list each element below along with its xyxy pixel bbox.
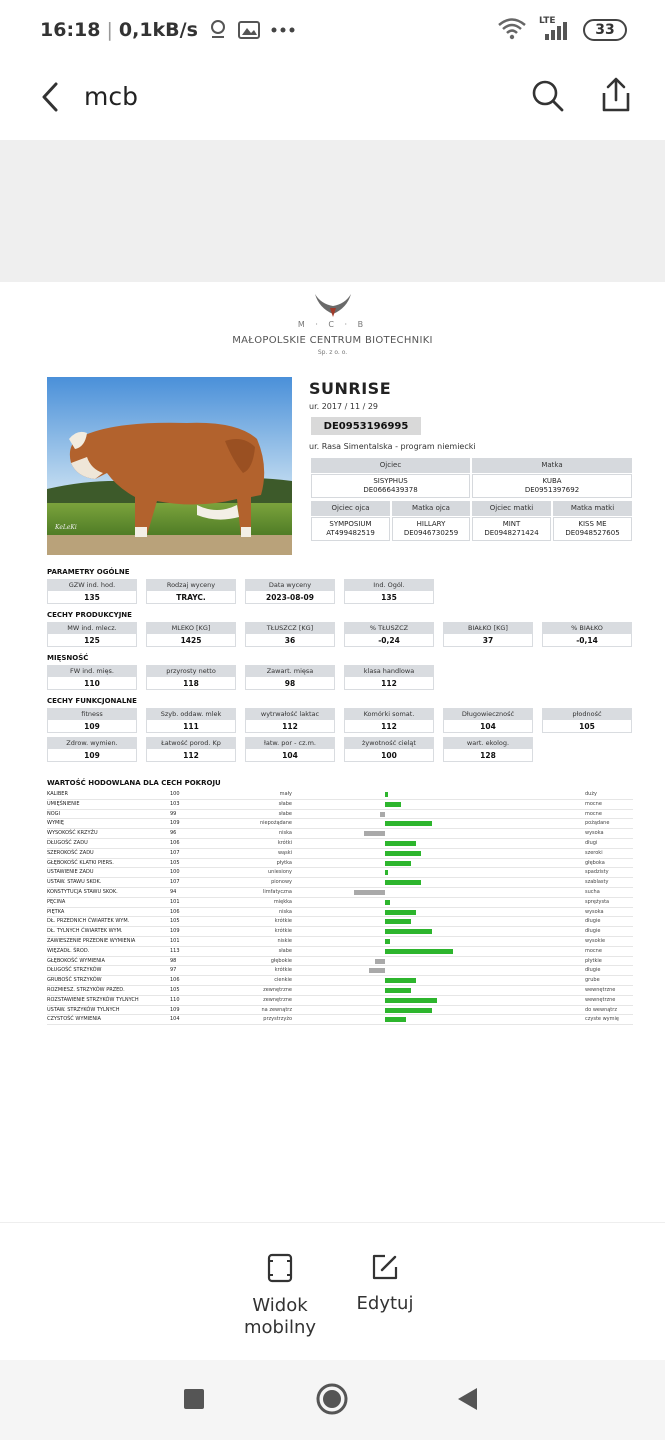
trait-low-label: przystrzyżo (263, 1016, 292, 1023)
stat-label: MLEKO [KG] (146, 622, 236, 634)
trait-value: 96 (170, 830, 177, 837)
mobile-view-label (230, 1295, 330, 1339)
trait-high-label: sucha (585, 888, 600, 895)
stat-value: 1425 (146, 634, 236, 647)
trait-name: USTAW. STAWU SKOK. (47, 879, 102, 886)
trait-high-label: wewnętrzne (585, 996, 616, 1003)
trait-high-label: wysoka (585, 908, 604, 915)
nav-back-button[interactable] (456, 1387, 478, 1415)
trait-bar (385, 841, 416, 846)
trait-name: PĘCINA (47, 898, 66, 905)
trait-value: 113 (170, 947, 180, 954)
trait-bar (385, 821, 432, 826)
trait-name: KALIBER (47, 791, 68, 797)
trait-high-label: sprężysta (585, 898, 610, 905)
trait-bar (385, 919, 411, 924)
trait-low-label: krótkie (274, 918, 292, 925)
share-button[interactable] (598, 76, 634, 114)
pedigree-dd-id: DE0948527605 (565, 529, 620, 537)
status-left (40, 19, 296, 41)
stat-label: Data wyceny (245, 579, 335, 591)
stat-meat-2 (146, 665, 236, 690)
square-icon (183, 1388, 205, 1410)
section-production-title: CECHY PRODUKCYJNE (47, 611, 132, 619)
pedigree-sd-name: HILLARY (416, 520, 446, 528)
company-name: MAŁOPOLSKIE CENTRUM BIOTECHNIKI (232, 335, 433, 346)
trait-bar (364, 831, 385, 836)
stat-meat-1 (47, 665, 137, 690)
stat-production-4 (344, 622, 434, 647)
search-icon (530, 78, 566, 114)
trait-high-label: czyste wymię (585, 1016, 619, 1023)
linear-trait-row (47, 819, 633, 829)
pedigree-dd (553, 517, 632, 541)
stat-meat-3 (245, 665, 335, 690)
document-page[interactable] (0, 282, 665, 1222)
trait-value: 99 (170, 810, 177, 817)
system-nav-bar (0, 1360, 665, 1440)
stat-functional-3 (245, 708, 335, 733)
trait-name: KONSTYTUCJA STAWU SKOK. (47, 888, 118, 895)
trait-name: USTAWIENIE ZADU (47, 869, 94, 876)
stat-label: Długowieczność (443, 708, 533, 720)
signal-icon (537, 18, 573, 42)
linear-trait-row (47, 859, 633, 869)
linear-trait-row (47, 996, 633, 1006)
trait-low-label: głębokie (270, 957, 292, 964)
linear-trait-row (47, 810, 633, 820)
trait-low-label: na zewnątrz (261, 1006, 292, 1013)
stat-label: FW ind. mięs. (47, 665, 137, 677)
trait-high-label: długie (585, 967, 601, 974)
gallery-icon (238, 20, 260, 40)
stat-value: 109 (47, 749, 137, 762)
trait-low-label: krótkie (274, 967, 292, 974)
trait-name: SZEROKOŚĆ ZADU (47, 849, 94, 856)
stat-value: 104 (245, 749, 335, 762)
trait-bar (354, 890, 385, 895)
pedigree-ss-id: AT499482519 (326, 529, 375, 537)
trait-low-label: słabe (278, 810, 292, 817)
trait-value: 97 (170, 967, 177, 974)
linear-trait-row (47, 1006, 633, 1016)
back-arrow-icon (36, 80, 66, 114)
stat-value: 112 (344, 720, 434, 733)
trait-value: 109 (170, 820, 180, 827)
stat-value: 112 (146, 749, 236, 762)
stat-value: 111 (146, 720, 236, 733)
trait-value: 98 (170, 957, 177, 964)
horns-logo-icon (313, 292, 353, 318)
trait-value: 106 (170, 977, 180, 984)
stat-label: TŁUSZCZ [KG] (245, 622, 335, 634)
trait-value: 100 (170, 869, 180, 876)
share-icon (598, 76, 634, 114)
linear-trait-row (47, 888, 633, 898)
stat-label: wytrwałość laktac (245, 708, 335, 720)
trait-high-label: pożądane (585, 820, 610, 827)
stat-general-2 (146, 579, 236, 604)
stat-functional-5 (443, 708, 533, 733)
trait-name: USTAW. STRZYKÓW TYLNYCH (47, 1006, 120, 1013)
trait-bar (385, 988, 411, 993)
linear-trait-row (47, 1015, 633, 1025)
stat-functional-2 (146, 708, 236, 733)
trait-high-label: wysoka (585, 830, 604, 837)
trait-name: GŁĘBOKOŚĆ WYMIENIA (47, 957, 105, 964)
trait-low-label: uniesiony (268, 869, 292, 876)
trait-low-label: niepożądane (259, 820, 292, 827)
pedigree-dam (472, 474, 632, 498)
edit-label: Edytuj (356, 1293, 414, 1314)
bottom-toolbar (0, 1222, 665, 1360)
bull-birth-date: ur. 2017 / 11 / 29 (309, 402, 378, 411)
stat-label: płodność (542, 708, 632, 720)
trait-high-label: duży (585, 791, 597, 797)
trait-bar (380, 812, 385, 817)
trait-low-label: zewnętrzne (263, 996, 292, 1003)
status-right (497, 16, 627, 44)
trait-high-label: wysokie (585, 937, 606, 944)
pedigree-dd-header: Matka matki (553, 501, 632, 516)
trait-bar (385, 1017, 406, 1022)
trait-bar (385, 978, 416, 983)
mobile-view-button[interactable] (230, 1253, 330, 1339)
pedigree-dam-header: Matka (472, 458, 632, 473)
trait-low-label: cienkie (274, 977, 292, 984)
linear-trait-row (47, 878, 633, 888)
trait-value: 104 (170, 1016, 180, 1023)
trait-low-label: krótkie (274, 928, 292, 935)
section-linear-title: WARTOŚĆ HODOWLANA DLA CECH POKROJU (47, 779, 221, 787)
status-separator: | (106, 19, 113, 41)
stat-label: klasa handlowa (344, 665, 434, 677)
stat-value: 112 (245, 720, 335, 733)
status-bar (0, 0, 665, 62)
stat-meat-4 (344, 665, 434, 690)
trait-low-label: krótki (277, 839, 292, 846)
linear-trait-row (47, 790, 633, 800)
trait-bar (385, 998, 437, 1003)
linear-trait-row (47, 976, 633, 986)
stat-label: przyrosty netto (146, 665, 236, 677)
trait-value: 110 (170, 996, 180, 1003)
stat-label: % TŁUSZCZ (344, 622, 434, 634)
stat-functional-10 (344, 737, 434, 762)
trait-name: DŁUGOŚĆ STRZYKÓW (47, 967, 102, 974)
pedigree-ss (311, 517, 390, 541)
trait-low-label: miękka (273, 898, 292, 905)
linear-trait-row (47, 927, 633, 937)
linear-traits-table (47, 790, 633, 1025)
more-dots-icon (270, 26, 296, 34)
trait-bar (385, 939, 390, 944)
linear-trait-row (47, 947, 633, 957)
stat-value: 2023-08-09 (245, 591, 335, 604)
trait-low-label: słabe (278, 947, 292, 954)
linear-trait-row (47, 898, 633, 908)
trait-high-label: długie (585, 928, 601, 935)
stat-functional-1 (47, 708, 137, 733)
circle-icon (316, 1383, 348, 1415)
trait-name: UMIĘŚNIENIE (47, 800, 80, 807)
trait-value: 100 (170, 791, 180, 797)
trait-high-label: wewnętrzne (585, 986, 616, 993)
linear-trait-row (47, 937, 633, 947)
trait-name: DŁ. TYLNYCH ĆWIARTEK WYM. (47, 928, 123, 935)
stat-label: Ind. Ogól. (344, 579, 434, 591)
pedigree-sire-name: SISYPHUS (373, 477, 408, 485)
trait-value: 105 (170, 986, 180, 993)
trait-name: DŁUGOŚĆ ZADU (47, 839, 88, 846)
trait-value: 105 (170, 918, 180, 925)
trait-low-label: niska (278, 830, 292, 837)
stat-label: łatw. por - cz.m. (245, 737, 335, 749)
trait-name: ZAWIESZENIE PRZEDNIE WYMIENIA (47, 937, 136, 944)
stat-production-3 (245, 622, 335, 647)
trait-low-label: zewnętrzne (263, 986, 292, 993)
trait-value: 106 (170, 908, 180, 915)
app-title: mcb (84, 82, 138, 111)
trait-high-label: długie (585, 918, 601, 925)
stat-functional-6 (542, 708, 632, 733)
pedigree-ds-id: DE0948271424 (484, 529, 539, 537)
stat-value: TRAYC. (146, 591, 236, 604)
trait-high-label: szablasty (585, 879, 609, 886)
trait-high-label: mocne (585, 810, 602, 817)
linear-trait-row (47, 868, 633, 878)
trait-bar (385, 851, 421, 856)
trait-name: ROZSTAWIENIE STRZYKÓW TYLNYCH (47, 996, 139, 1003)
trait-bar (385, 949, 453, 954)
document-top-margin (0, 140, 665, 282)
linear-trait-row (47, 986, 633, 996)
trait-low-label: mały (279, 791, 292, 797)
stat-general-4 (344, 579, 434, 604)
stat-production-2 (146, 622, 236, 647)
trait-value: 105 (170, 859, 180, 866)
stat-value: 98 (245, 677, 335, 690)
trait-low-label: płytka (276, 859, 292, 866)
pedigree-sire-id: DE0666439378 (363, 486, 418, 494)
stat-label: Zawart. mięsa (245, 665, 335, 677)
section-functional-title: CECHY FUNKCJONALNE (47, 697, 137, 705)
stat-label: Komórki somat. (344, 708, 434, 720)
stat-label: żywotność cieląt (344, 737, 434, 749)
wifi-icon (497, 16, 527, 44)
pedigree-ss-name: SYMPOSIUM (329, 520, 372, 528)
trait-value: 107 (170, 879, 180, 886)
trait-bar (385, 802, 401, 807)
trait-name: WYMIĘ (47, 820, 64, 827)
search-button[interactable] (530, 78, 566, 114)
trait-bar (385, 880, 421, 885)
trait-high-label: szeroki (585, 849, 603, 856)
pedigree-sd (392, 517, 470, 541)
app-bar (0, 62, 665, 140)
stat-value: 135 (47, 591, 137, 604)
pedigree-ds-name: MINT (502, 520, 521, 528)
pedigree-dd-name: KISS ME (578, 520, 607, 528)
stat-production-5 (443, 622, 533, 647)
stat-general-1 (47, 579, 137, 604)
stat-production-1 (47, 622, 137, 647)
linear-trait-row (47, 917, 633, 927)
home-button[interactable] (316, 1383, 348, 1419)
stat-functional-9 (245, 737, 335, 762)
trait-bar (369, 968, 385, 973)
bull-breed: ur. Rasa Simentalska - program niemiecki (309, 442, 476, 451)
stat-general-3 (245, 579, 335, 604)
mobile-view-label-line2: mobilny (243, 1317, 317, 1338)
mobile-view-label-line1: Widok (252, 1295, 308, 1316)
battery-icon: 33 (583, 19, 627, 41)
bull-name: SUNRISE (309, 379, 392, 398)
pedigree-ds-header: Ojciec matki (472, 501, 551, 516)
section-meat-title: MIĘSNOŚĆ (47, 654, 89, 662)
trait-value: 107 (170, 849, 180, 856)
trait-name: CZYSTOŚĆ WYMIENIA (47, 1016, 101, 1023)
status-speed: 0,1kB/s (118, 19, 198, 41)
stat-value: 110 (47, 677, 137, 690)
stat-value: 118 (146, 677, 236, 690)
trait-value: 103 (170, 800, 180, 807)
trait-high-label: do wewnątrz (585, 1006, 617, 1013)
trait-name: GŁĘBOKOŚĆ KLATKI PIERS. (47, 859, 114, 866)
pedigree-sire (311, 474, 470, 498)
stat-functional-4 (344, 708, 434, 733)
stat-label: MW ind. mlecz. (47, 622, 137, 634)
trait-low-label: pionowy (271, 879, 292, 886)
linear-trait-row (47, 966, 633, 976)
trait-high-label: grube (585, 977, 600, 984)
pedigree-sd-header: Matka ojca (392, 501, 470, 516)
stat-value: 109 (47, 720, 137, 733)
stat-functional-8 (146, 737, 236, 762)
stat-value: 105 (542, 720, 632, 733)
trait-value: 109 (170, 1006, 180, 1013)
bull-photo (47, 377, 292, 555)
recents-button[interactable] (183, 1388, 205, 1414)
trait-bar (385, 792, 388, 797)
pedigree-sire-header: Ojciec (311, 458, 470, 473)
trait-high-label: długi (585, 839, 598, 846)
stat-value: -0,14 (542, 634, 632, 647)
stat-label: BIAŁKO [KG] (443, 622, 533, 634)
pedigree-sd-id: DE0946730259 (403, 529, 459, 537)
bull-id: DE0953196995 (311, 417, 421, 435)
edit-button[interactable] (345, 1253, 425, 1315)
stat-value: 104 (443, 720, 533, 733)
trait-value: 109 (170, 928, 180, 935)
company-suffix: Sp. z o. o. (317, 349, 348, 356)
linear-trait-row (47, 800, 633, 810)
stat-label: Szyb. oddaw. mlek (146, 708, 236, 720)
stat-value: 36 (245, 634, 335, 647)
linear-trait-row (47, 957, 633, 967)
linear-trait-row (47, 829, 633, 839)
trait-low-label: niska (278, 908, 292, 915)
trait-name: GRUBOŚĆ STRZYKÓW (47, 977, 102, 984)
linear-trait-row (47, 849, 633, 859)
pedigree-ss-header: Ojciec ojca (311, 501, 390, 516)
trait-name: NOGI (47, 810, 61, 817)
stat-value: 100 (344, 749, 434, 762)
trait-low-label: limfatyczna (263, 888, 292, 895)
edit-icon (371, 1253, 399, 1281)
stat-label: fitness (47, 708, 137, 720)
trait-bar (385, 861, 411, 866)
company-logo (0, 292, 665, 356)
triangle-icon (456, 1387, 478, 1411)
network-type: LTE (539, 16, 556, 26)
stat-functional-11 (443, 737, 533, 762)
trait-value: 101 (170, 937, 180, 944)
stat-label: wart. ekolog. (443, 737, 533, 749)
trait-low-label: słabe (278, 800, 292, 807)
pedigree-dam-id: DE0951397692 (524, 486, 580, 494)
trait-high-label: mocne (585, 800, 602, 807)
stat-label: GZW ind. hod. (47, 579, 137, 591)
stat-label: Zdrow. wymien. (47, 737, 137, 749)
trait-value: 106 (170, 839, 180, 846)
trait-bar (385, 929, 432, 934)
stat-label: Rodzaj wyceny (146, 579, 236, 591)
trait-value: 101 (170, 898, 180, 905)
status-time: 16:18 (40, 19, 101, 41)
photo-signature: KeLeKi (55, 524, 77, 531)
linear-trait-row (47, 908, 633, 918)
trait-high-label: mocne (585, 947, 602, 954)
stat-value: 128 (443, 749, 533, 762)
trait-name: WIĘZADŁ. ŚROD. (47, 947, 90, 954)
trait-bar (385, 870, 388, 875)
stat-value: -0,24 (344, 634, 434, 647)
location-icon (208, 19, 228, 41)
trait-name: ROZMIESZ. STRZYKÓW PRZED. (47, 986, 125, 993)
trait-high-label: płytkie (585, 957, 602, 964)
trait-bar (375, 959, 385, 964)
stat-label: Łatwość porod. Kp (146, 737, 236, 749)
trait-name: WYSOKOŚĆ KRZYŻU (47, 830, 98, 837)
trait-value: 94 (170, 888, 177, 895)
trait-name: DŁ. PRZEDNICH ĆWIARTEK WYM. (47, 918, 130, 925)
stat-production-6 (542, 622, 632, 647)
mobile-view-icon (267, 1253, 293, 1283)
trait-bar (385, 900, 390, 905)
linear-trait-row (47, 839, 633, 849)
stat-label: % BIAŁKO (542, 622, 632, 634)
section-general-title: PARAMETRY OGÓLNE (47, 568, 130, 576)
trait-bar (385, 910, 416, 915)
pedigree-ds (472, 517, 551, 541)
trait-low-label: niskie (277, 937, 292, 944)
back-button[interactable] (36, 80, 66, 114)
stat-value: 135 (344, 591, 434, 604)
trait-bar (385, 1008, 432, 1013)
stat-value: 112 (344, 677, 434, 690)
stat-value: 125 (47, 634, 137, 647)
trait-name: PIĘTKA (47, 908, 65, 915)
pedigree-dam-name: KUBA (542, 477, 562, 485)
trait-low-label: wąski (277, 849, 292, 856)
stat-functional-7 (47, 737, 137, 762)
logo-letters: M · C · B (297, 320, 368, 329)
trait-high-label: spadzisty (585, 869, 609, 876)
stat-value: 37 (443, 634, 533, 647)
trait-high-label: głęboka (585, 859, 605, 866)
